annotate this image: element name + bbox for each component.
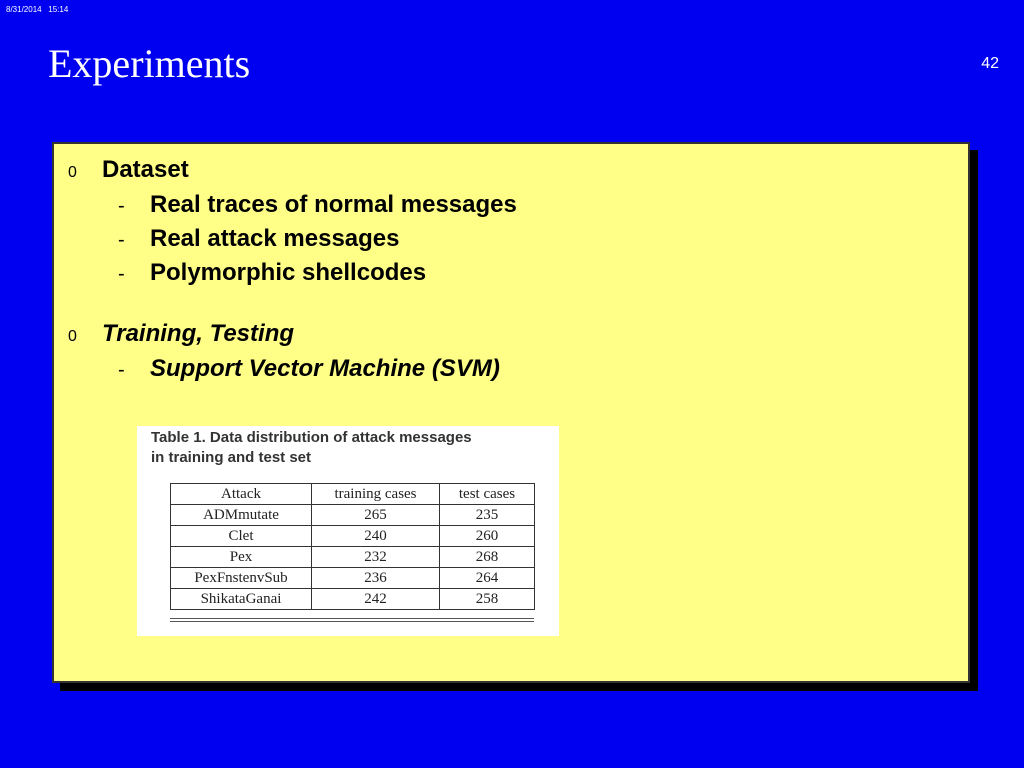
sub-bullet [118, 191, 517, 219]
bullet-label: Dataset [102, 156, 189, 183]
sub-bullet [118, 225, 400, 253]
column-header: Attack [171, 484, 312, 505]
table-bottom-rule [170, 621, 534, 622]
table-cell: Clet [171, 526, 312, 547]
sub-bullet-label: Polymorphic shellcodes [150, 259, 427, 286]
slide-title: Experiments [48, 41, 251, 86]
bullet-dataset [68, 156, 189, 184]
table-row [171, 589, 535, 610]
table-caption [151, 428, 472, 468]
sub-bullet [118, 259, 426, 287]
table-cell: 265 [312, 505, 440, 526]
table-cell: 240 [312, 526, 440, 547]
table-header-row [171, 484, 535, 505]
bullet-label: Training, Testing [102, 320, 295, 347]
sub-marker: - [118, 195, 125, 217]
table-caption-line: Table 1. Data distribution of attack messages [151, 429, 472, 446]
table-cell: ShikataGanai [171, 589, 312, 610]
sub-bullet-label: Support Vector Machine (SVM) [150, 355, 500, 382]
table-cell: Pex [171, 547, 312, 568]
table-row [171, 526, 535, 547]
table-cell: PexFnstenvSub [171, 568, 312, 589]
sub-marker: - [118, 229, 125, 251]
table-caption-line: in training and test set [151, 449, 312, 466]
table-cell: 236 [312, 568, 440, 589]
sub-bullet-label: Real traces of normal messages [150, 191, 517, 218]
table-cell: 260 [440, 526, 535, 547]
sub-marker: - [118, 359, 125, 381]
bullet-marker: 0 [68, 164, 77, 181]
bullet-training-testing [68, 320, 294, 348]
bullet-marker: 0 [68, 328, 77, 345]
table-row [171, 568, 535, 589]
table-cell: 242 [312, 589, 440, 610]
sub-bullet [118, 355, 500, 383]
data-distribution-table-figure [137, 426, 559, 636]
timestamp: 8/31/2014 15:14 [6, 5, 69, 14]
table-cell: 235 [440, 505, 535, 526]
column-header: test cases [440, 484, 535, 505]
table-cell: 232 [312, 547, 440, 568]
sub-bullet-label: Real attack messages [150, 225, 400, 252]
table-row [171, 505, 535, 526]
table-row [171, 547, 535, 568]
sub-marker: - [118, 263, 125, 285]
slide-number: 42 [981, 55, 999, 72]
table-cell: 258 [440, 589, 535, 610]
column-header: training cases [312, 484, 440, 505]
table-cell: ADMmutate [171, 505, 312, 526]
table-cell: 268 [440, 547, 535, 568]
table-bottom-rule [170, 618, 534, 619]
data-distribution-table [170, 483, 535, 610]
table-cell: 264 [440, 568, 535, 589]
